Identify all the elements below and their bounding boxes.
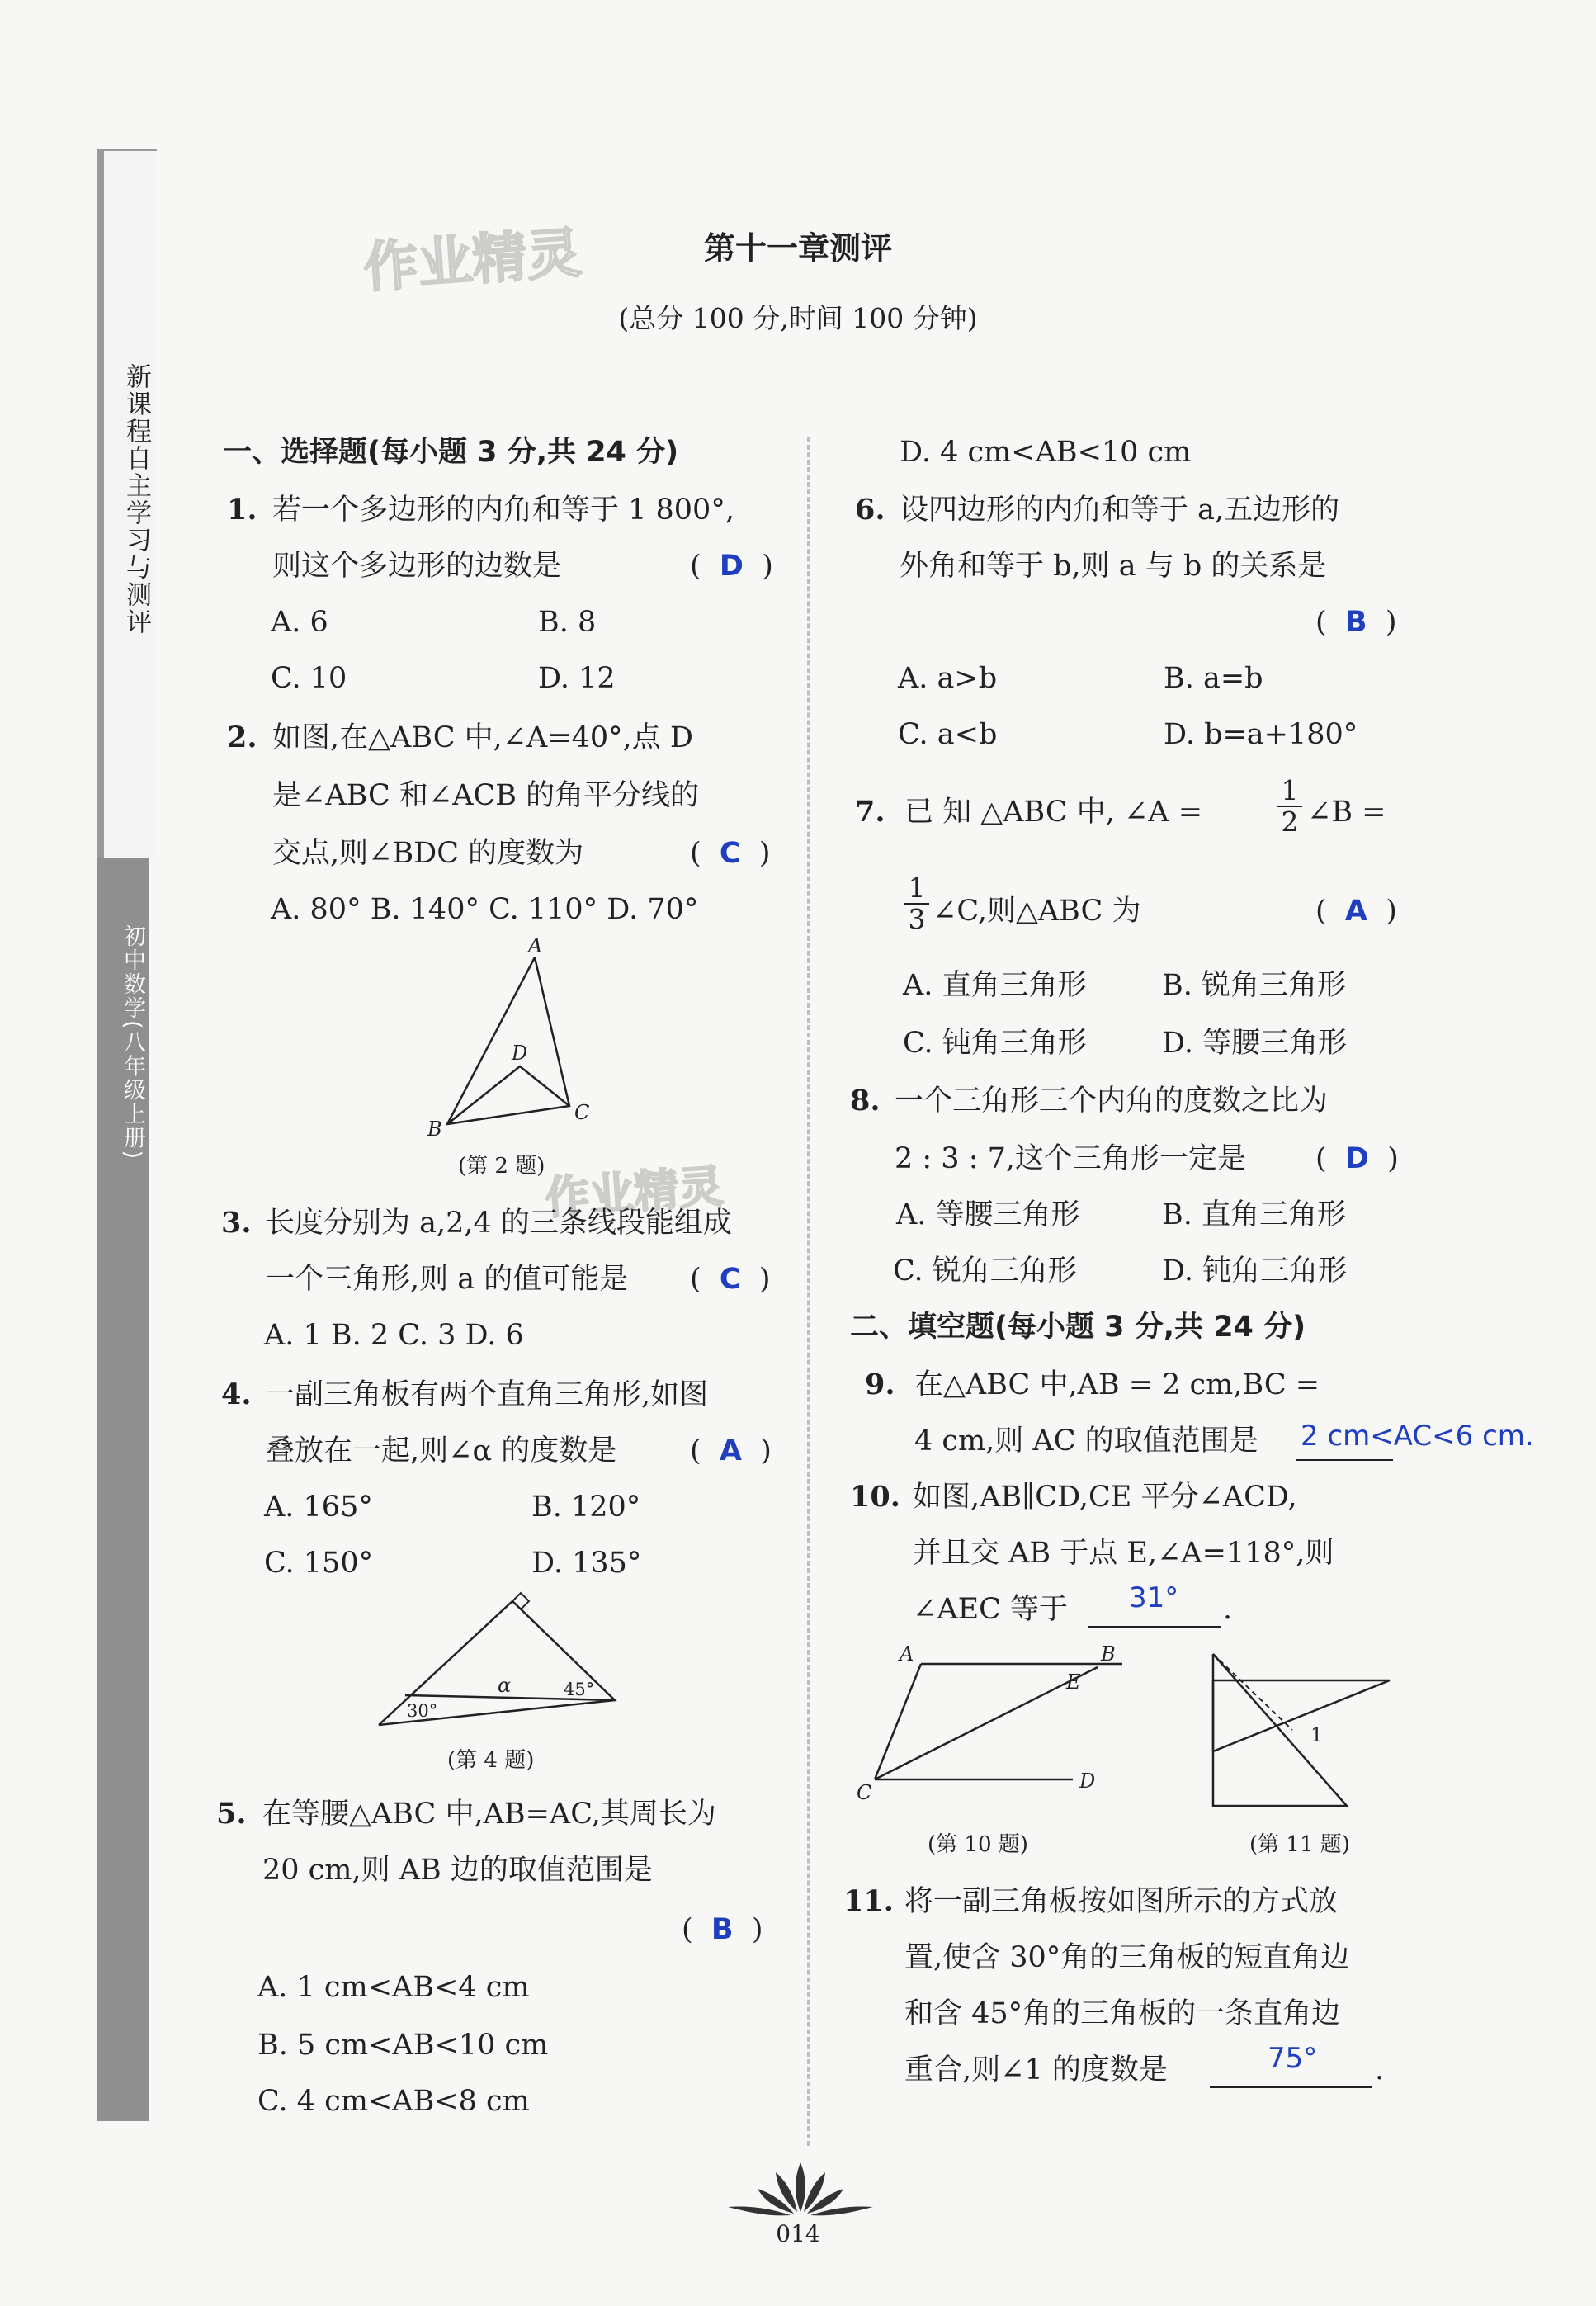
q8-answer-bracket: ( D ): [1315, 1142, 1399, 1175]
q2-text-line1: 如图,在△ABC 中,∠A=40°,点 D: [272, 721, 693, 754]
q7-fraction-half-den: 2: [1277, 806, 1302, 837]
q4-option-a: A. 165°: [264, 1491, 373, 1524]
q11-period: .: [1375, 2053, 1385, 2086]
q2-answer: C: [719, 837, 741, 870]
q10-label-a: A: [900, 1642, 914, 1666]
q9-number: 9.: [865, 1368, 895, 1401]
section-choice-heading: 一、选择题(每小题 3 分,共 24 分): [223, 436, 679, 469]
q9-blank-line: [1296, 1459, 1393, 1461]
q7-fraction-half-num: 1: [1281, 774, 1299, 806]
q5-option-b: B. 5 cm<AB<10 cm: [257, 2029, 549, 2062]
q7-fraction-half: [1277, 776, 1302, 837]
q8-text-line2: 2 : 3 : 7,这个三角形一定是: [895, 1142, 1247, 1175]
q11-triangle-45: [1213, 1654, 1347, 1806]
q8-option-a: A. 等腰三角形: [896, 1198, 1080, 1231]
q7-text-line1: 已 知 △ABC 中, ∠A =: [904, 796, 1203, 829]
q5-option-d: D. 4 cm<AB<10 cm: [900, 436, 1192, 469]
q9-answer: 2 cm<AC<6 cm.: [1301, 1420, 1534, 1453]
q2-figure: [413, 934, 627, 1141]
q8-number: 8.: [850, 1084, 881, 1118]
q2-caption: (第 2 题): [458, 1154, 545, 1179]
q2-label-a: A: [528, 934, 543, 957]
q11-text-line2: 置,使含 30°角的三角板的短直角边: [904, 1941, 1350, 1974]
q10-text-line3: ∠AEC 等于: [913, 1593, 1069, 1626]
q10-blank-line: [1088, 1626, 1221, 1628]
q2-triangle-abc: [447, 957, 569, 1124]
q10-text-line1: 如图,AB∥CD,CE 平分∠ACD,: [913, 1481, 1297, 1514]
q1-answer-bracket: ( D ): [690, 550, 773, 583]
q7-option-a: A. 直角三角形: [903, 969, 1087, 1002]
q2-answer-bracket: ( C ): [690, 837, 771, 870]
q3-options: A. 1 B. 2 C. 3 D. 6: [264, 1319, 524, 1352]
q9-text-line2: 4 cm,则 AC 的取值范围是: [914, 1425, 1258, 1458]
q10-caption: (第 10 题): [928, 1832, 1028, 1857]
q2-label-c: C: [574, 1101, 590, 1124]
q7-option-d: D. 等腰三角形: [1162, 1027, 1348, 1060]
q10-number: 10.: [850, 1480, 900, 1514]
q2-number: 2.: [227, 721, 257, 754]
page-subtitle: (总分 100 分,时间 100 分钟): [618, 302, 978, 334]
q6-option-c: C. a<b: [898, 718, 998, 751]
q10-figure: [850, 1642, 1131, 1807]
watermark-top: 作业精灵: [361, 220, 583, 300]
q4-answer-bracket: ( A ): [690, 1434, 772, 1467]
q7-text-line2: ∠C,则△ABC 为: [933, 895, 1141, 928]
q6-answer-bracket: ( B ): [1315, 606, 1397, 639]
q10-segment-ac: [875, 1664, 921, 1779]
q3-answer-bracket: ( C ): [690, 1263, 771, 1296]
q1-option-a: A. 6: [271, 606, 328, 639]
q7-fraction-third-num: 1: [908, 872, 926, 904]
q10-segment-ce: [875, 1667, 1098, 1779]
q5-text-line1: 在等腰△ABC 中,AB=AC,其周长为: [262, 1798, 716, 1831]
q4-figure: [375, 1593, 631, 1733]
q5-text-line2: 20 cm,则 AB 边的取值范围是: [262, 1854, 653, 1887]
q4-text-line1: 一副三角板有两个直角三角形,如图: [266, 1378, 709, 1411]
q10-label-b: B: [1101, 1642, 1116, 1666]
q8-text-line1: 一个三角形三个内角的度数之比为: [895, 1084, 1329, 1118]
q8-answer: D: [1344, 1142, 1369, 1175]
q4-label-45: 45°: [564, 1680, 595, 1699]
q1-option-b: B. 8: [538, 606, 597, 639]
q8-option-c: C. 锐角三角形: [893, 1255, 1077, 1288]
sidebar-grade-label: [97, 858, 149, 2121]
section-fill-heading: 二、填空题(每小题 3 分,共 24 分): [850, 1311, 1306, 1344]
q7-fraction-third: [904, 873, 929, 934]
q2-label-b: B: [427, 1118, 442, 1141]
q11-caption: (第 11 题): [1249, 1832, 1350, 1857]
q6-text-line2: 外角和等于 b,则 a 与 b 的关系是: [900, 550, 1327, 583]
q7-text-line1b: ∠B =: [1307, 796, 1386, 829]
q11-text-line4: 重合,则∠1 的度数是: [904, 2053, 1168, 2086]
q7-number: 7.: [855, 795, 885, 829]
q6-number: 6.: [855, 493, 885, 527]
footer-ornament-icon: [718, 2154, 883, 2220]
q11-text-line1: 将一副三角板按如图所示的方式放: [904, 1885, 1339, 1918]
q8-option-d: D. 钝角三角形: [1162, 1255, 1348, 1288]
q6-answer: B: [1344, 606, 1367, 639]
q11-text-line3: 和含 45°角的三角板的一条直角边: [904, 1997, 1341, 2030]
q5-option-a: A. 1 cm<AB<4 cm: [257, 1971, 530, 2004]
q3-text-line1: 长度分别为 a,2,4 的三条线段能组成: [266, 1207, 732, 1240]
column-divider: [807, 437, 810, 2146]
q11-dashed-line: [1213, 1654, 1292, 1730]
q4-label-30: 30°: [407, 1701, 438, 1721]
q2-text-line3: 交点,则∠BDC 的度数为: [272, 837, 584, 870]
page-number: 014: [776, 2220, 820, 2247]
q1-text-line2: 则这个多边形的边数是: [272, 550, 562, 583]
q4-answer: A: [719, 1434, 742, 1467]
q1-option-c: C. 10: [271, 662, 347, 695]
q3-number: 3.: [221, 1206, 252, 1240]
q11-figure: [1205, 1647, 1403, 1812]
q2-label-d: D: [512, 1042, 528, 1065]
q5-option-c: C. 4 cm<AB<8 cm: [257, 2085, 530, 2118]
q6-option-a: A. a>b: [898, 662, 998, 695]
sidebar-book-title-text: 新课程自主学习与测评: [121, 363, 151, 636]
q6-option-d: D. b=a+180°: [1164, 718, 1358, 751]
q9-text-line1: 在△ABC 中,AB = 2 cm,BC =: [914, 1368, 1320, 1401]
q3-answer: C: [719, 1263, 741, 1296]
q7-fraction-third-den: 3: [904, 903, 929, 934]
q4-caption: (第 4 题): [447, 1748, 535, 1773]
q4-option-b: B. 120°: [531, 1491, 641, 1524]
q11-label-1: 1: [1310, 1723, 1324, 1746]
q5-answer-bracket: ( B ): [682, 1913, 763, 1946]
q1-text-line1: 若一个多边形的内角和等于 1 800°,: [272, 494, 734, 527]
q1-option-d: D. 12: [538, 662, 616, 695]
q7-answer-bracket: ( A ): [1315, 895, 1397, 928]
q5-number: 5.: [216, 1797, 247, 1831]
q10-period: .: [1223, 1593, 1233, 1626]
q4-number: 4.: [221, 1377, 252, 1411]
q4-text-line2: 叠放在一起,则∠α 的度数是: [266, 1434, 617, 1467]
q7-answer: A: [1344, 895, 1367, 928]
q7-option-c: C. 钝角三角形: [903, 1027, 1087, 1060]
q1-answer: D: [719, 550, 744, 583]
page-title: 第十一章测评: [703, 230, 892, 267]
q10-label-e: E: [1066, 1670, 1081, 1694]
q10-text-line2: 并且交 AB 于点 E,∠A=118°,则: [913, 1537, 1334, 1570]
q11-blank-line: [1210, 2086, 1372, 2088]
sidebar-top-rule: [97, 149, 157, 151]
q10-label-c: C: [857, 1781, 872, 1804]
q11-answer: 75°: [1268, 2042, 1318, 2075]
q6-option-b: B. a=b: [1164, 662, 1263, 695]
watermark-middle: 作业精灵: [543, 1160, 725, 1225]
q10-answer: 31°: [1129, 1581, 1179, 1614]
q2-options: A. 80° B. 140° C. 110° D. 70°: [271, 893, 699, 926]
q6-text-line1: 设四边形的内角和等于 a,五边形的: [900, 494, 1340, 527]
q4-option-c: C. 150°: [264, 1547, 374, 1580]
q3-text-line2: 一个三角形,则 a 的值可能是: [266, 1263, 629, 1296]
q5-answer: B: [711, 1913, 734, 1946]
q1-number: 1.: [227, 493, 257, 527]
q7-option-b: B. 锐角三角形: [1162, 969, 1346, 1002]
q8-option-b: B. 直角三角形: [1162, 1198, 1346, 1231]
q4-right-angle-mark: [512, 1593, 529, 1609]
q11-30-hypotenuse: [1213, 1680, 1390, 1751]
q4-label-alpha: α: [498, 1674, 512, 1697]
q4-option-d: D. 135°: [531, 1547, 642, 1580]
q2-text-line2: 是∠ABC 和∠ACB 的角平分线的: [272, 779, 700, 812]
q11-number: 11.: [843, 1884, 894, 1918]
q10-label-d: D: [1079, 1770, 1096, 1793]
sidebar-grade-text: 初中数学(八年级上册): [120, 924, 145, 1161]
